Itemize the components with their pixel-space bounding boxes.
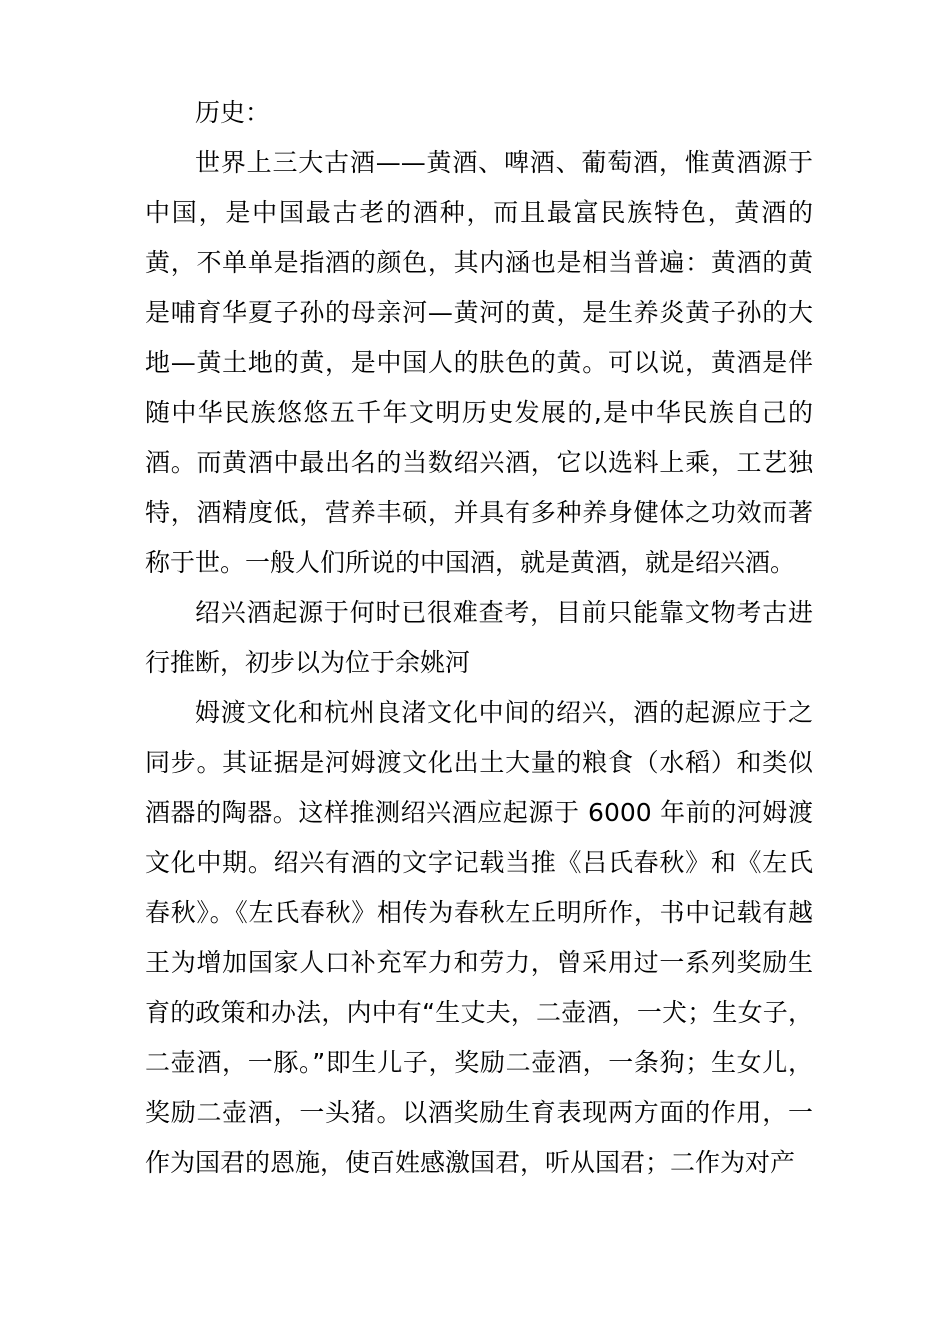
body-paragraph: 姆渡文化和杭州良渚文化中间的绍兴，酒的起源应于之同步。其证据是河姆渡文化出土大量的粮食（水稻）和类似酒器的陶器。这样推测绍兴酒应起源于 6000 年前的河姆渡文化中期。绍兴有酒的文字记载当推《吕氏春秋》和《左氏春秋》。《左氏春秋》相传为春秋左丘明所作，书中记载有越王为增加国家人口补充军力和劳力，曾采用过一系列奖励生育的政策和办法，内中有“生丈夫，二壶酒，一犬；生女子，二壶酒，一豚。”即生儿子，奖励二壶酒，一条狗；生女儿，奖励二壶酒，一头猪。以酒奖励生育表现两方面的作用，一作为国君的恩施，使百姓感激国君，听从国君；二作为对产 <box>145 698 813 1177</box>
body-paragraph: 绍兴酒起源于何时已很难查考，目前只能靠文物考古进行推断，初步以为位于余姚河 <box>145 598 813 677</box>
heading-paragraph: 历史： <box>195 98 271 127</box>
body-paragraph: 世界上三大古酒——黄酒、啤酒、葡萄酒，惟黄酒源于中国，是中国最古老的酒种，而且最富民族特色，黄酒的黄，不单单是指酒的颜色，其内涵也是相当普遍：黄酒的黄是哺育华夏子孙的母亲河—黄河的黄，是生养炎黄子孙的大地—黄土地的黄，是中国人的肤色的黄。可以说，黄酒是伴随中华民族悠悠五千年文明历史发展的,是中华民族自己的酒。而黄酒中最出名的当数绍兴酒，它以选料上乘，工艺独特，酒精度低，营养丰硕，并具有多种养身健体之功效而著称于世。一般人们所说的中国酒，就是黄酒，就是绍兴酒。 <box>145 148 813 577</box>
document-body <box>145 88 813 1188</box>
